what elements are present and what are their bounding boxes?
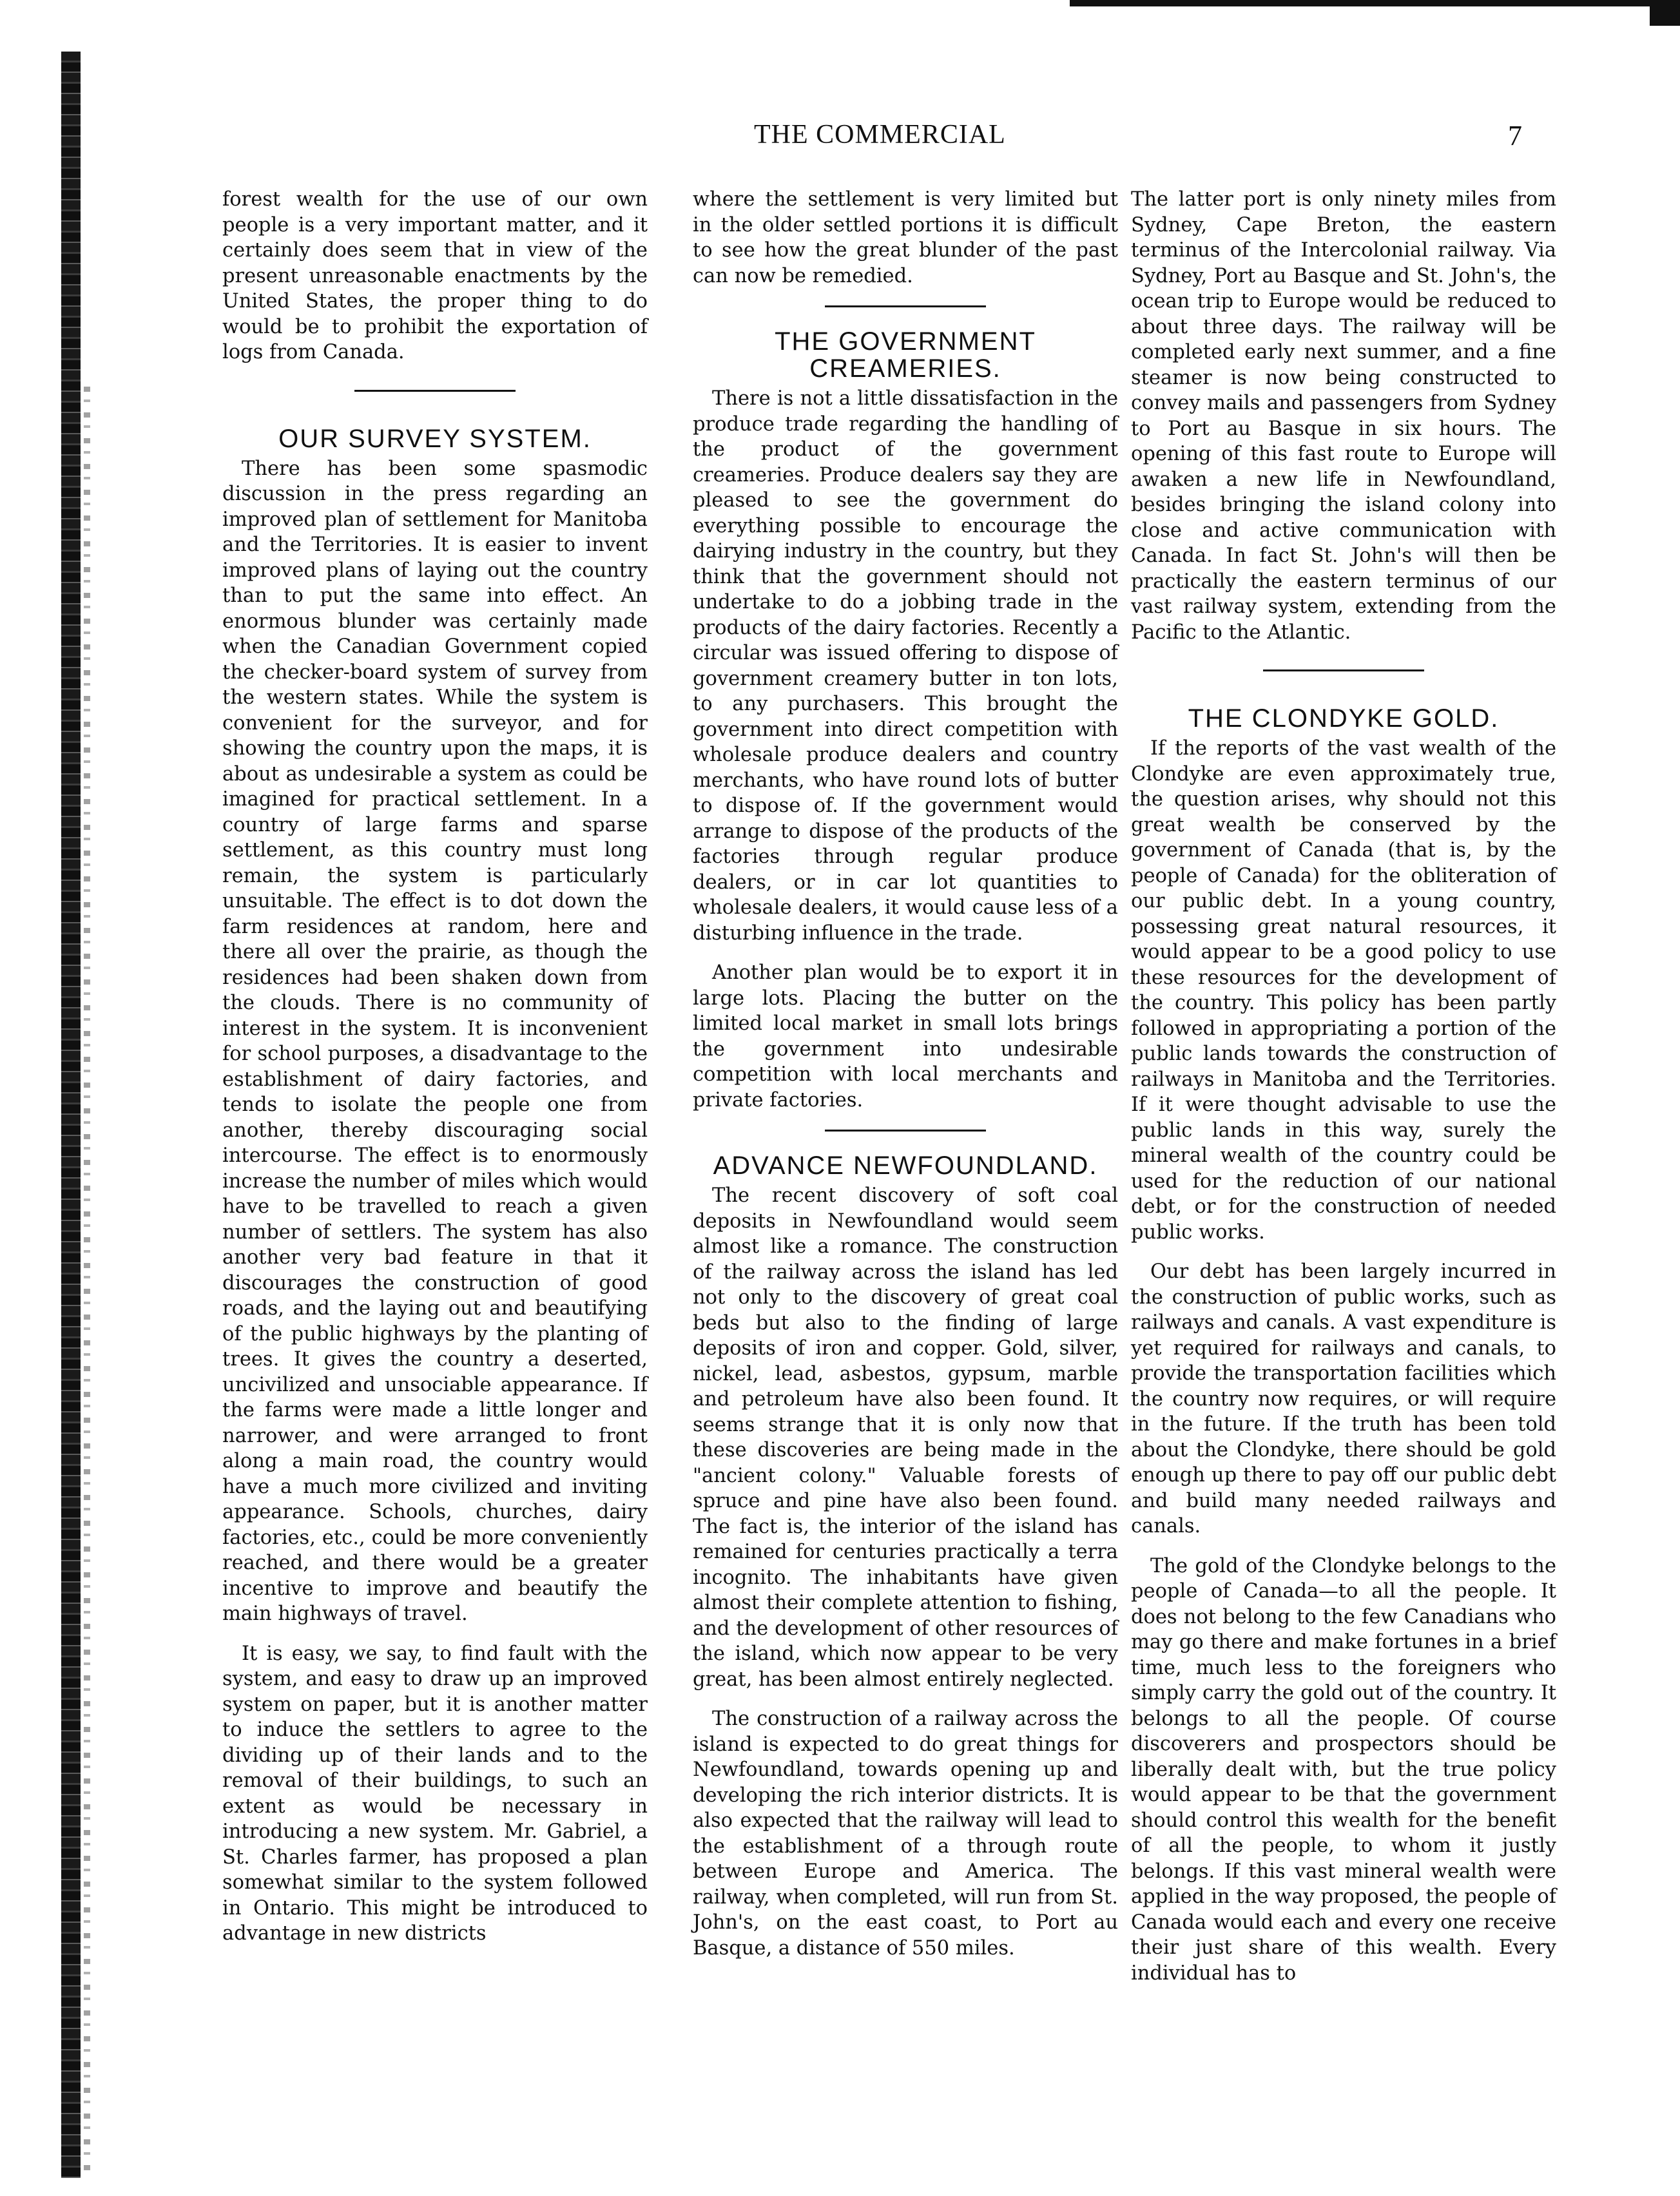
creameries-paragraph-1: There is not a little dissatisfaction in the produce trade regarding the handling of the product of the government creameries. Produce dealers say they are pleased to see the government do everything possible to encourage the dairying industry in the country, but they think that the government should not undertake to do a jobbing trade in the products of the dairy factories. Recently a circular was issued offering to dispose of government creamery butter in ton lots, to any purchasers. This brought the government into direct competition with wholesale produce dealers and country merchants, who have round lots of butter to dispose of. If the government would arrange to dispose of the products of the factories through regular produce dealers, or in car lot quantities to wholesale dealers, it would cause less of a disturbing influence in the trade. (693, 387, 1118, 945)
newfoundland-paragraph-1: The recent discovery of soft coal deposits in Newfoundland would seem almost like a romance. The construction of the railway across the island has led not only to the discovery of great coal beds but also to the finding of large deposits of iron and copper. Gold, silver, nickel, lead, asbestos, gypsum, marble and petroleum have also been found. It seems strange that it is only now that these discoveries are being made in the "ancient colony." Valuable forests of spruce and pine have also been found. The fact is, the interior of the island has remained for centuries practically a terra incognito. The inhabitants have given almost their complete attention to fishing, and the development of other resources of the island, which now appear to be very great, has been almost entirely neglected. (693, 1184, 1118, 1691)
clondyke-paragraph-2: Our debt has been largely incurred in the construction of public works, such as railways and canals. A vast expenditure is yet required for railways and canals, to provide the transportation facilities which the country now requires, or will require in the future. If the truth has been told about the Clondyke, there should be gold enough up there to pay off our public debt and build many needed railways and canals. (1131, 1260, 1556, 1537)
clondyke-paragraph-3: The gold of the Clondyke belongs to the people of Canada—to all the people. It does not belong to the few Canadians who may go there and make fortunes in a brief time, much less to the foreigners who simply carry the gold out of the country. It belongs to all the people. Of course discoverers and prospectors should be liberally dealt with, but the true policy would appear to be that the government should control this wealth for the benefit of all the people, to whom it justly belongs. If this vast mineral wealth were applied in the way proposed, the people of Canada would each and every one receive their just share of this wealth. Every individual has to (1131, 1554, 1556, 1985)
creameries-paragraph-2: Another plan would be to export it in large lots. Placing the butter on the limited local market in small lots brings the government into undesirable competition with local merchants and private factories. (693, 961, 1118, 1112)
top-corner-mark (1650, 0, 1680, 26)
survey-paragraph-2: It is easy, we say, to find fault with the system, and easy to draw up an improved system on paper, but it is another matter to induce the settlers to agree to the dividing up of their lands and to the removal of their buildings, to such an extent as would be necessary in introducing a new system. Mr. Gabriel, a St. Charles farmer, has proposed a plan somewhat similar to the system followed in Ontario. This might be introduced to advantage in new districts (222, 1642, 648, 1945)
page-binding-edge (61, 52, 81, 2178)
column-3 (1131, 187, 1556, 2000)
top-edge-bar (1070, 0, 1680, 6)
clondyke-paragraph-1: If the reports of the vast wealth of the Clondyke are even approximately true, the question arises, why should not this great wealth be conserved by the government of Canada (that is, by the people of Canada) for the obliteration of our public debt. In a young country, possessing great natural resources, it would appear to be a good policy to use these resources for the development of the country. This policy has been partly followed in appropriating a portion of the public lands towards the construction of railways in Manitoba and the Territories. If it were thought advisable to use the public lands in this way, surely the mineral wealth of the country could be used for the reduction of our national debt, or for the construction of needed public works. (1131, 737, 1556, 1244)
section-divider (1263, 669, 1424, 671)
column-2 (693, 187, 1118, 1975)
heading-advance-newfoundland: ADVANCE NEWFOUNDLAND. (713, 1151, 1098, 1180)
page-number: 7 (1508, 120, 1522, 151)
section-divider (354, 390, 516, 392)
masthead: THE COMMERCIAL (754, 120, 1006, 149)
heading-government-creameries: THE GOVERNMENT CREAMERIES. (775, 327, 1036, 383)
newfoundland-paragraph-2: The construction of a railway across the island is expected to do great things for Newfoundland, towards opening up and developing the rich interior districts. It is also expected that the railway will lead to the establishment of a through route between Europe and America. The railway, when completed, will run from St. John's, on the east coast, to Port au Basque, a distance of 550 miles. (693, 1708, 1118, 1960)
page-header (0, 119, 1680, 171)
section-divider (825, 305, 986, 307)
survey-paragraph-1: There has been some spasmodic discussion in the press regarding an improved plan of settlement for Manitoba and the Territories. It is easier to invent improved plans of laying out the country than to put the same into effect. An enormous blunder was certainly made when the Canadian Government copied the checker-board system of survey from the western states. While the system is convenient for the surveyor, and for showing the country upon the maps, it is about as undesirable a system as could be imagined for practical settlement. In a country of large farms and sparse settlement, as this country must long remain, the system is particularly unsuitable. The effect is to dot down the farm residences at random, here and there all over the prairie, as though the residences had been shaken down from the clouds. There is no community of interest in the system. It is inconvenient for school purposes, a disadvantage to the establishment of dairy factories, and tends to isolate the people one from another, thereby discouraging social intercourse. The effect is to enormously increase the number of miles which would have to be travelled to reach a given number of settlers. The system has also another very bad feature in that it discourages the construction of good roads, and the laying out and beautifying of the public highways by the planting of trees. It gives the country a deserted, uncivilized and unsociable appearance. If the farms were made a little longer and narrower, and were arranged to front along a main road, the country would have a much more civilized and inviting appearance. Schools, churches, dairy factories, etc., could be more conveniently reached, and there would be a greater incentive to improve and beautify the main highways of travel. (222, 457, 648, 1625)
column-1 (222, 187, 648, 1961)
heading-clondyke-gold: THE CLONDYKE GOLD. (1188, 704, 1500, 733)
column-2-intro: where the settlement is very limited but in the older settled portions it is difficult to see how the great blunder of the past can now be remedied. (693, 188, 1118, 287)
page-binding-shadow (84, 387, 90, 2178)
section-divider (825, 1130, 986, 1132)
heading-survey-system: OUR SURVEY SYSTEM. (278, 424, 592, 453)
column-1-intro: forest wealth for the use of our own people is a very important matter, and it certainly does seem that in view of the present unreasonable enactments by the United States, the proper thing to do would be to prohibit the exportation of logs from Canada. (222, 188, 648, 363)
column-3-intro: The latter port is only ninety miles from Sydney, Cape Breton, the eastern terminus of the Intercolonial railway. Via Sydney, Port au Basque and St. John's, the ocean trip to Europe would be reduced to about three days. The railway will be completed early next summer, and a fine steamer is now being constructed to convey mails and passengers from Sydney to Port au Basque in six hours. The opening of this fast route to Europe will awaken a new life in Newfoundland, besides bringing the island colony into close and active communication with Canada. In fact St. John's will then be practically the eastern terminus of our vast railway system, extending from the Pacific to the Atlantic. (1131, 188, 1556, 644)
